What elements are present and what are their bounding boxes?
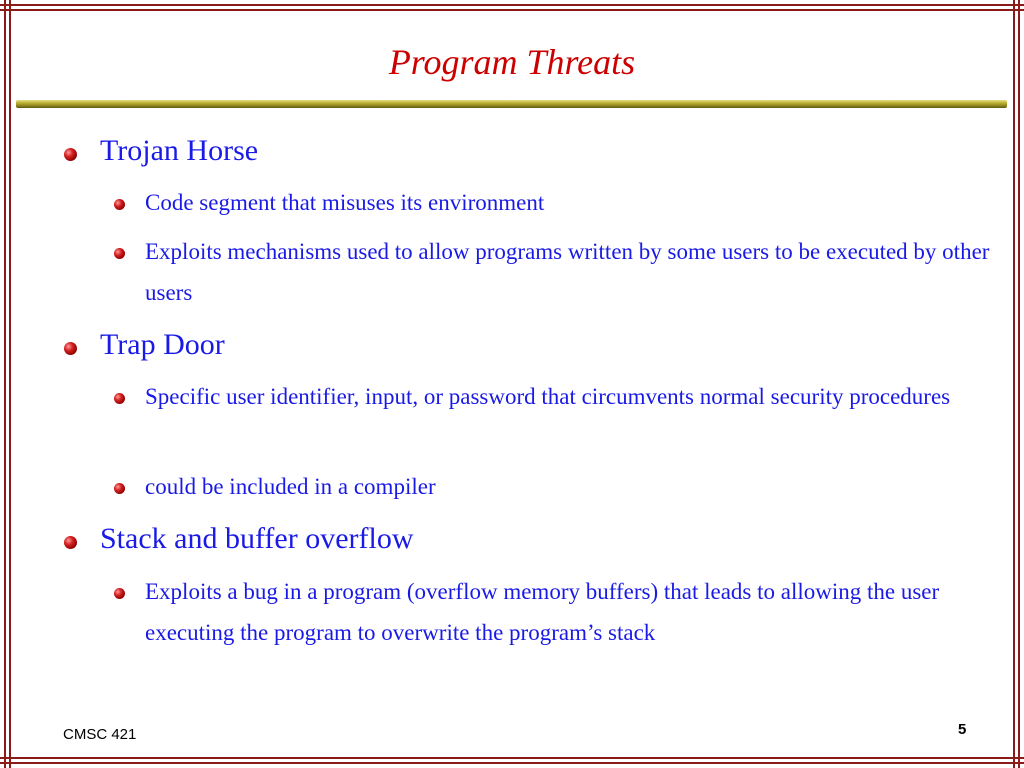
bullet-icon	[64, 148, 77, 161]
bullet-trojan-horse: Trojan Horse	[100, 134, 259, 167]
footer-course-label: CMSC 421	[63, 726, 137, 743]
sub-bullet-icon	[114, 393, 125, 404]
sub-bullet-icon	[114, 588, 125, 599]
sub-bullet-code-segment: Code segment that misuses its environment	[145, 190, 545, 215]
page-number: 5	[958, 721, 967, 738]
slide-title: Program Threats	[388, 42, 636, 82]
bullet-icon	[64, 536, 77, 549]
bullet-stack-buffer-overflow: Stack and buffer overflow	[100, 522, 414, 555]
sub-bullet-exploits-mechanisms: Exploits mechanisms used to allow programs written by some users to be executed by other users	[145, 239, 990, 305]
bullet-trap-door: Trap Door	[100, 328, 225, 361]
sub-bullet-exploits-bug: Exploits a bug in a program (overflow memory buffers) that leads to allowing the user executing the program to overwrite the program’s stack	[145, 579, 940, 645]
sub-bullet-icon	[114, 199, 125, 210]
bullet-icon	[64, 342, 77, 355]
sub-bullet-icon	[114, 248, 125, 259]
sub-bullet-icon	[114, 483, 125, 494]
sub-bullet-compiler: could be included in a compiler	[145, 474, 436, 499]
sub-bullet-specific-user-identifier: Specific user identifier, input, or password that circumvents normal security procedures	[145, 384, 951, 409]
